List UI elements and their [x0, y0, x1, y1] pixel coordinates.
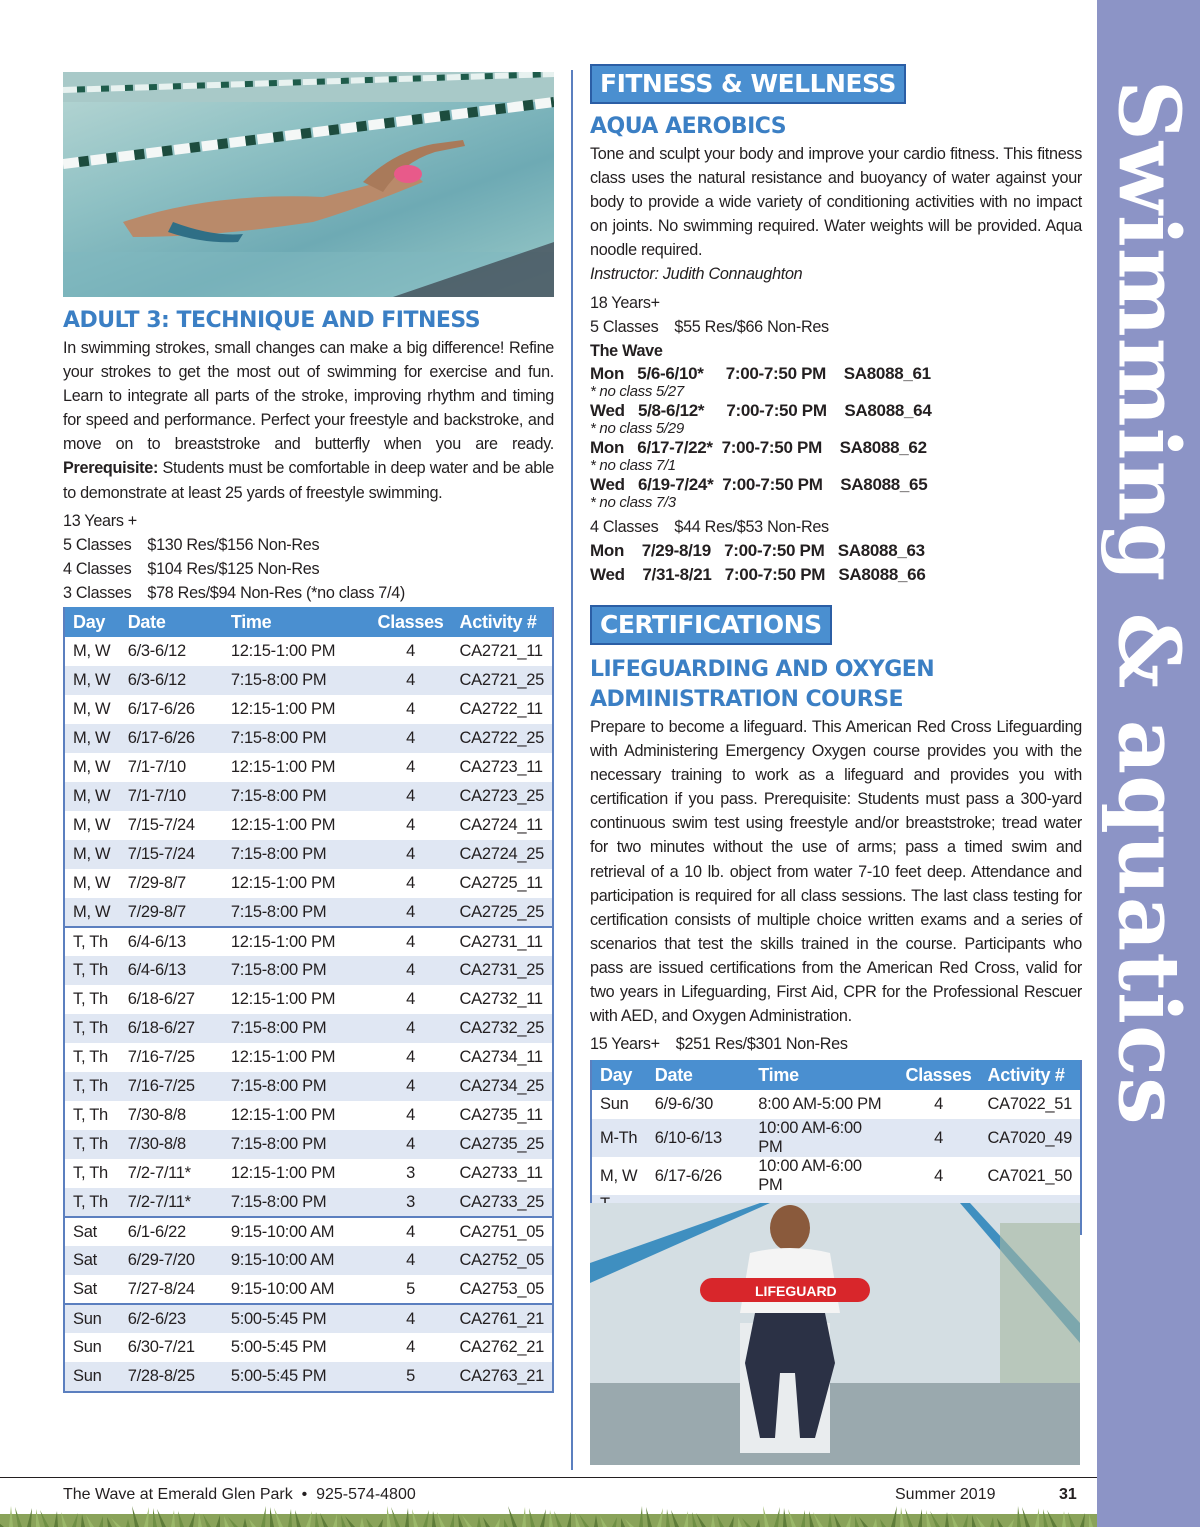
cell-classes: 4 — [370, 695, 452, 724]
session-note: * no class 7/1 — [590, 456, 676, 474]
cell-day: T, Th — [65, 1188, 120, 1217]
col-header-date: Date — [647, 1060, 751, 1090]
cell-date: 6/29-7/20 — [120, 1246, 223, 1275]
cell-classes: 4 — [370, 840, 452, 869]
cell-activity: CA2733_11 — [452, 1159, 552, 1188]
aqua-aerobics-location: The Wave — [590, 341, 663, 360]
cell-time: 12:15-1:00 PM — [223, 985, 370, 1014]
cell-time: 12:15-1:00 PM — [223, 695, 370, 724]
footer-rule — [0, 1477, 1097, 1478]
cell-classes: 4 — [370, 956, 452, 985]
lifeguarding-description: Prepare to become a lifeguard. This American Red Cross Lifeguarding with Administering Emergency Oxygen course provides you with the necessary training to work as a lifeguard and provides you with certification if you pass. Prerequisite: Students must pass a 300-yard continuous swim test using freestyle and/or breaststroke; tread water for two minutes without the use of arms; pass a timed swim and retrieval of a 10 lb. object from water 7-10 feet deep. Attendance and participation is required for all class sessions. The last class testing for certification consists of multiple choice written exams and a series of scenarios that test the skills trained in the course. Participants who pass are issued certifications from the American Red Cross, valid for two years in Lifeguarding, First Aid, CPR for the Professional Rescuer with AED, and Oxygen Administration. — [590, 717, 1082, 1026]
cell-activity: CA2753_05 — [452, 1275, 552, 1304]
table-row — [65, 695, 552, 724]
cell-time: 12:15-1:00 PM — [223, 753, 370, 782]
table-row — [65, 1333, 552, 1362]
cell-day: M, W — [65, 753, 120, 782]
column-divider — [571, 70, 573, 1470]
col-header-date: Date — [120, 607, 223, 637]
cell-date: 7/16-7/25 — [120, 1072, 223, 1101]
cell-day: Sat — [65, 1275, 120, 1304]
pricing-price: $130 Res/$156 Non-Res — [147, 535, 320, 554]
cell-time: 7:15-8:00 PM — [223, 840, 370, 869]
table-row — [65, 724, 552, 753]
session-line: Mon 7/29-8/19 7:00-7:50 PM SA8088_63 — [590, 540, 925, 560]
adult3-pricing-1 — [63, 533, 554, 557]
session-line: Mon 6/17-7/22* 7:00-7:50 PM SA8088_62 — [590, 437, 927, 457]
cell-activity: CA2731_25 — [452, 956, 552, 985]
table-row — [65, 666, 552, 695]
cell-activity: CA2723_11 — [452, 753, 552, 782]
table-row — [65, 1217, 552, 1246]
table-row — [65, 1275, 552, 1304]
table-row — [65, 898, 552, 927]
cell-day: M, W — [65, 840, 120, 869]
cell-day: M, W — [65, 666, 120, 695]
cell-time: 12:15-1:00 PM — [223, 927, 370, 956]
cell-day: T, Th — [65, 1014, 120, 1043]
cell-day: T, Th — [65, 1043, 120, 1072]
col-header-day: Day — [592, 1060, 647, 1090]
cell-day: T, Th — [65, 1072, 120, 1101]
cell-classes: 4 — [370, 811, 452, 840]
table-row — [65, 1246, 552, 1275]
table-row — [65, 956, 552, 985]
cell-day: T, Th — [65, 956, 120, 985]
adult3-schedule-table-wrap — [63, 607, 554, 1393]
cell-day: Sun — [65, 1304, 120, 1333]
cell-time: 9:15-10:00 AM — [223, 1217, 370, 1246]
cell-date: 6/17-6/26 — [647, 1157, 751, 1195]
cell-day: M, W — [65, 637, 120, 666]
table-row — [65, 1188, 552, 1217]
cell-classes: 4 — [370, 782, 452, 811]
cell-classes: 4 — [370, 753, 452, 782]
session-line: Wed 6/19-7/24* 7:00-7:50 PM SA8088_65 — [590, 474, 928, 494]
cell-date: 6/1-6/22 — [120, 1217, 223, 1246]
cell-day: M-Th — [592, 1119, 647, 1157]
cell-activity: CA2735_25 — [452, 1130, 552, 1159]
aqua-aerobics-age: 18 Years+ — [590, 293, 660, 312]
cell-day: M, W — [65, 695, 120, 724]
aqua-aerobics-title: AQUA AEROBICS — [590, 114, 787, 139]
lifeguard-photo — [590, 1203, 1080, 1465]
adult3-title: ADULT 3: TECHNIQUE AND FITNESS — [63, 308, 481, 333]
cell-time: 12:15-1:00 PM — [223, 811, 370, 840]
cell-date: 6/10-6/13 — [647, 1119, 751, 1157]
cell-activity: CA2733_25 — [452, 1188, 552, 1217]
cell-classes: 4 — [370, 1304, 452, 1333]
pricing-price: $104 Res/$125 Non-Res — [147, 559, 320, 578]
table-row — [65, 985, 552, 1014]
cell-date: 7/1-7/10 — [120, 782, 223, 811]
table-row — [592, 1157, 1080, 1195]
cell-date: 7/15-7/24 — [120, 811, 223, 840]
table-row — [65, 753, 552, 782]
swimmer-photo — [63, 72, 554, 297]
cell-classes: 4 — [370, 898, 452, 927]
session-line: Wed 5/8-6/12* 7:00-7:50 PM SA8088_64 — [590, 400, 932, 420]
aqua-aerobics-pricing-1 — [590, 315, 1082, 339]
cell-activity: CA2762_21 — [452, 1333, 552, 1362]
cell-activity: CA2761_21 — [452, 1304, 552, 1333]
adult3-pricing-3 — [63, 581, 554, 605]
cell-activity: CA2725_11 — [452, 869, 552, 898]
cell-day: Sun — [65, 1362, 120, 1391]
col-header-day: Day — [65, 607, 120, 637]
aqua-aerobics-description: Tone and sculpt your body and improve your cardio fitness. This fitness class uses the natural resistance and buoyancy of water against your body to provide a wide variety of conditioning activities with no impact on joints. No swimming required. Water weights will be provided. Aqua noodle required. — [590, 145, 1082, 260]
session-line: Mon 5/6-6/10* 7:00-7:50 PM SA8088_61 — [590, 363, 931, 383]
grass-decoration — [0, 1500, 1097, 1527]
adult3-description-text: In swimming strokes, small changes can make a big difference! Refine your strokes to get the most out of swimming for exercise and fun. Learn to integrate all parts of the stroke, improving rhythm and timing for speed and performance. Perfect your freestyle and backstroke, and move on to breaststroke and butterfly when you are ready. — [63, 339, 554, 454]
cell-date: 6/4-6/13 — [120, 927, 223, 956]
cell-date: 7/30-8/8 — [120, 1101, 223, 1130]
session-line: Wed 7/31-8/21 7:00-7:50 PM SA8088_66 — [590, 564, 926, 584]
cell-classes: 4 — [370, 1130, 452, 1159]
fitness-section-banner: FITNESS & WELLNESS — [590, 64, 906, 104]
cell-date: 6/4-6/13 — [120, 956, 223, 985]
pricing-price: $78 Res/$94 Non-Res (*no class 7/4) — [147, 583, 406, 602]
cell-day: T, Th — [65, 927, 120, 956]
col-header-activity: Activity # — [452, 607, 552, 637]
cell-day: M, W — [592, 1157, 647, 1195]
cell-activity: CA2751_05 — [452, 1217, 552, 1246]
cell-time: 5:00-5:45 PM — [223, 1304, 370, 1333]
cell-day: M, W — [65, 898, 120, 927]
col-header-time: Time — [223, 607, 370, 637]
cell-time: 12:15-1:00 PM — [223, 637, 370, 666]
pricing-classes: 5 Classes — [63, 535, 132, 554]
adult3-pricing-2 — [63, 557, 554, 581]
cell-classes: 4 — [898, 1119, 980, 1157]
col-header-activity: Activity # — [980, 1060, 1080, 1090]
swimmer-illustration — [63, 72, 554, 297]
pricing-classes: 4 Classes — [63, 559, 132, 578]
cell-activity: CA2723_25 — [452, 782, 552, 811]
cell-date: 7/29-8/7 — [120, 869, 223, 898]
cell-date: 7/29-8/7 — [120, 898, 223, 927]
cell-activity: CA2721_11 — [452, 637, 552, 666]
cell-time: 7:15-8:00 PM — [223, 1188, 370, 1217]
session-note: * no class 5/29 — [590, 419, 684, 437]
table-row — [65, 1014, 552, 1043]
cell-day: T, Th — [65, 1130, 120, 1159]
cell-time: 12:15-1:00 PM — [223, 869, 370, 898]
adult3-section — [63, 306, 554, 1393]
table-row — [65, 1304, 552, 1333]
cell-date: 7/15-7/24 — [120, 840, 223, 869]
cell-time: 12:15-1:00 PM — [223, 1043, 370, 1072]
cell-classes: 4 — [898, 1090, 980, 1119]
venue-phone: 925-574-4800 — [316, 1486, 416, 1503]
cell-classes: 5 — [370, 1362, 452, 1391]
cell-activity: CA2732_25 — [452, 1014, 552, 1043]
footer-season: Summer 2019 — [895, 1486, 996, 1503]
table-row — [592, 1090, 1080, 1119]
pricing-price: $55 Res/$66 Non-Res — [674, 317, 829, 336]
table-row — [65, 1072, 552, 1101]
cell-date: 6/30-7/21 — [120, 1333, 223, 1362]
cell-day: M, W — [65, 811, 120, 840]
cell-date: 7/28-8/25 — [120, 1362, 223, 1391]
cell-activity: CA2752_05 — [452, 1246, 552, 1275]
cell-date: 6/17-6/26 — [120, 724, 223, 753]
table-header-row — [592, 1060, 1080, 1090]
cell-date: 7/16-7/25 — [120, 1043, 223, 1072]
aqua-sessions-1 — [590, 363, 1082, 511]
cell-time: 5:00-5:45 PM — [223, 1333, 370, 1362]
cell-classes: 4 — [370, 1333, 452, 1362]
cell-time: 9:15-10:00 AM — [223, 1246, 370, 1275]
cell-classes: 4 — [370, 1217, 452, 1246]
table-row — [65, 1130, 552, 1159]
cell-classes: 4 — [370, 724, 452, 753]
cell-classes: 4 — [370, 666, 452, 695]
pricing-price: $44 Res/$53 Non-Res — [674, 517, 829, 536]
cell-date: 7/30-8/8 — [120, 1130, 223, 1159]
cell-activity: CA2724_11 — [452, 811, 552, 840]
cell-time: 10:00 AM-6:00 PM — [750, 1119, 897, 1157]
cell-activity: CA2722_25 — [452, 724, 552, 753]
adult3-schedule-table — [65, 607, 552, 1391]
cell-day: Sat — [65, 1217, 120, 1246]
cell-activity: CA2721_25 — [452, 666, 552, 695]
adult3-table-body — [65, 637, 552, 1391]
cell-time: 7:15-8:00 PM — [223, 1072, 370, 1101]
venue-name: The Wave at Emerald Glen Park — [63, 1486, 293, 1503]
cell-classes: 5 — [370, 1275, 452, 1304]
aqua-aerobics-pricing-2 — [590, 515, 1082, 539]
cell-date: 6/17-6/26 — [120, 695, 223, 724]
table-row — [65, 840, 552, 869]
cell-activity: CA2732_11 — [452, 985, 552, 1014]
cell-date: 6/18-6/27 — [120, 985, 223, 1014]
cell-time: 9:15-10:00 AM — [223, 1275, 370, 1304]
cell-time: 8:00 AM-5:00 PM — [750, 1090, 897, 1119]
cell-day: Sun — [65, 1333, 120, 1362]
cell-classes: 4 — [370, 1014, 452, 1043]
lifeguard-illustration — [590, 1203, 1080, 1465]
table-row — [65, 1362, 552, 1391]
cert-section — [590, 605, 1082, 1235]
table-row — [65, 637, 552, 666]
col-header-classes: Classes — [898, 1060, 980, 1090]
cell-time: 12:15-1:00 PM — [223, 1159, 370, 1188]
pricing-classes: 5 Classes — [590, 317, 659, 336]
cell-day: Sat — [65, 1246, 120, 1275]
table-row — [65, 1101, 552, 1130]
cell-activity: CA7021_50 — [980, 1157, 1080, 1195]
right-column — [590, 64, 1082, 1235]
col-header-time: Time — [750, 1060, 897, 1090]
table-row — [65, 811, 552, 840]
cell-day: T, Th — [65, 1159, 120, 1188]
cell-date: 7/2-7/11* — [120, 1159, 223, 1188]
cell-date: 6/2-6/23 — [120, 1304, 223, 1333]
cell-day: M, W — [65, 724, 120, 753]
cell-activity: CA2763_21 — [452, 1362, 552, 1391]
cell-activity: CA2731_11 — [452, 927, 552, 956]
table-row — [65, 927, 552, 956]
cell-classes: 4 — [370, 637, 452, 666]
cell-date: 7/1-7/10 — [120, 753, 223, 782]
cell-classes: 3 — [370, 1159, 452, 1188]
table-row — [65, 782, 552, 811]
adult3-age: 13 Years + — [63, 511, 137, 530]
cell-classes: 3 — [370, 1188, 452, 1217]
footer-separator: • — [301, 1486, 308, 1503]
rescue-tube-label: LIFEGUARD — [755, 1283, 837, 1299]
cell-time: 5:00-5:45 PM — [223, 1362, 370, 1391]
cell-day: T, Th — [65, 1101, 120, 1130]
certifications-section-banner: CERTIFICATIONS — [590, 605, 832, 645]
cell-classes: 4 — [898, 1157, 980, 1195]
cell-date: 7/27-8/24 — [120, 1275, 223, 1304]
adult3-description — [63, 336, 554, 505]
cell-time: 12:15-1:00 PM — [223, 1101, 370, 1130]
lifeguarding-title: LIFEGUARDING AND OXYGEN ADMINISTRATION COURSE — [590, 656, 935, 712]
lifeguarding-pricing — [590, 1032, 1082, 1056]
session-note: * no class 7/3 — [590, 493, 676, 511]
col-header-classes: Classes — [370, 607, 452, 637]
cell-time: 7:15-8:00 PM — [223, 1014, 370, 1043]
table-row — [65, 1043, 552, 1072]
cell-time: 7:15-8:00 PM — [223, 724, 370, 753]
cell-time: 7:15-8:00 PM — [223, 956, 370, 985]
cell-date: 6/9-6/30 — [647, 1090, 751, 1119]
cell-classes: 4 — [370, 869, 452, 898]
table-header-row — [65, 607, 552, 637]
cell-activity: CA2734_25 — [452, 1072, 552, 1101]
lifeguarding-age: 15 Years+ — [590, 1035, 660, 1054]
cell-classes: 4 — [370, 1101, 452, 1130]
table-row — [65, 1159, 552, 1188]
table-row — [592, 1119, 1080, 1157]
side-band — [1097, 0, 1200, 1527]
cell-time: 7:15-8:00 PM — [223, 898, 370, 927]
cell-classes: 4 — [370, 927, 452, 956]
cell-activity: CA2735_11 — [452, 1101, 552, 1130]
cell-day: M, W — [65, 869, 120, 898]
cell-day: M, W — [65, 782, 120, 811]
cell-day: T, Th — [65, 985, 120, 1014]
cell-activity: CA2734_11 — [452, 1043, 552, 1072]
cell-time: 10:00 AM-6:00 PM — [750, 1157, 897, 1195]
cell-classes: 4 — [370, 985, 452, 1014]
side-title: Swimming & aquatics — [1099, 80, 1198, 1126]
cell-activity: CA2724_25 — [452, 840, 552, 869]
cell-time: 7:15-8:00 PM — [223, 1130, 370, 1159]
cell-date: 6/3-6/12 — [120, 637, 223, 666]
page-number: 31 — [1059, 1486, 1077, 1503]
pricing-classes: 3 Classes — [63, 583, 132, 602]
adult3-prereq-text: Students must be comfortable in deep water and be able to demonstrate at least 25 yards of freestyle swimming. — [63, 459, 554, 502]
cell-time: 7:15-8:00 PM — [223, 666, 370, 695]
cell-date: 6/18-6/27 — [120, 1014, 223, 1043]
cell-day: Sun — [592, 1090, 647, 1119]
cell-activity: CA7020_49 — [980, 1119, 1080, 1157]
cell-date: 7/2-7/11* — [120, 1188, 223, 1217]
aqua-aerobics-instructor: Instructor: Judith Connaughton — [590, 265, 803, 284]
cell-activity: CA2725_25 — [452, 898, 552, 927]
cell-activity: CA2722_11 — [452, 695, 552, 724]
session-note: * no class 5/27 — [590, 382, 684, 400]
adult3-prereq-label: Prerequisite: — [63, 459, 159, 478]
cell-classes: 4 — [370, 1043, 452, 1072]
pricing-classes: 4 Classes — [590, 517, 659, 536]
cell-classes: 4 — [370, 1246, 452, 1275]
cell-date: 6/3-6/12 — [120, 666, 223, 695]
lifeguarding-price: $251 Res/$301 Non-Res — [675, 1035, 848, 1054]
cell-time: 7:15-8:00 PM — [223, 782, 370, 811]
cell-activity: CA7022_51 — [980, 1090, 1080, 1119]
cell-classes: 4 — [370, 1072, 452, 1101]
table-row — [65, 869, 552, 898]
